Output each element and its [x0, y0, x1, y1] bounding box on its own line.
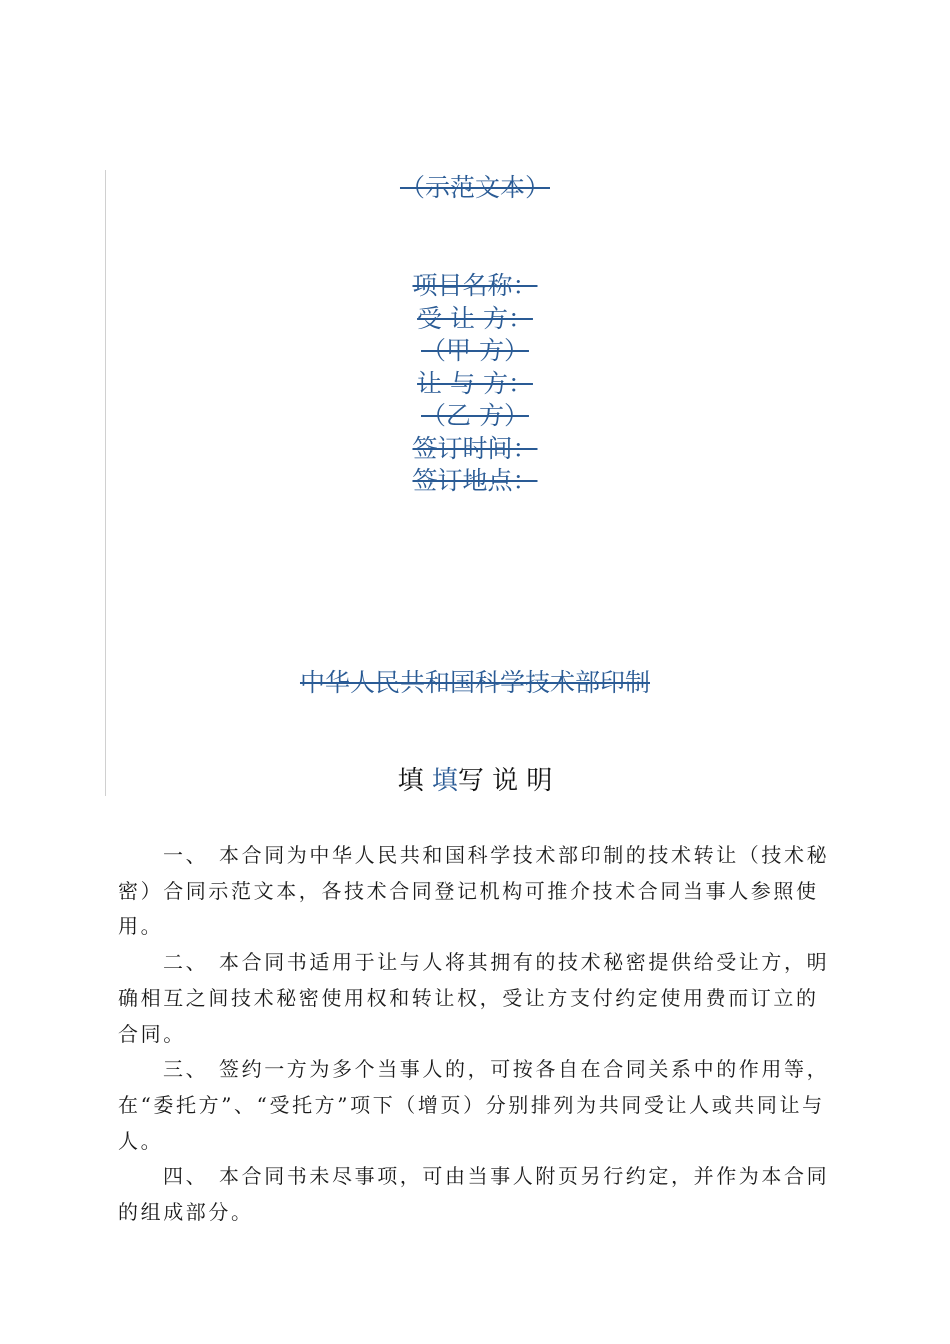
instruction-item: 四、 本合同书未尽事项，可由当事人附页另行约定，并作为本合同的组成部分。 [118, 1164, 830, 1225]
field-transferor: 让 与 方： [417, 368, 533, 398]
instruction-item: 一、 本合同为中华人民共和国科学技术部印制的技术转让（技术秘密）合同示范文本，各技术合同登记机构可推介技术合同当事人参照使用。 [118, 843, 830, 939]
cover-publisher [0, 665, 950, 701]
instruction-item: 二、 本合同书适用于让与人将其拥有的技术秘密提供给受让方，明确相互之间技术秘密使用权和转让权，受让方支付约定使用费而订立的合同。 [118, 950, 830, 1046]
field-party-a: （甲 方） [421, 336, 529, 365]
publisher-text: 中华人民共和国科学技术部印制 [299, 668, 650, 697]
instructions-body [118, 838, 832, 1231]
inserted-text: 填 [431, 766, 458, 796]
field-signing-date: 签订时间： [412, 433, 538, 463]
field-project-name: 项目名称： [412, 271, 538, 300]
instructions-title: 填 填写 说 明 [397, 766, 553, 796]
cover-sample-label [0, 170, 950, 206]
sample-text: （示范文本） [399, 173, 550, 202]
cover-fields [0, 270, 950, 498]
instruction-item: 三、 签约一方为多个当事人的，可按各自在合同关系中的作用等，在“委托方”、“受托方”项下（增页）分别排列为共同受让人或共同让与人。 [118, 1057, 830, 1153]
field-party-b: （乙 方） [421, 401, 529, 430]
field-transferee: 受 让 方： [417, 303, 533, 333]
field-signing-place: 签订地点： [412, 466, 538, 495]
